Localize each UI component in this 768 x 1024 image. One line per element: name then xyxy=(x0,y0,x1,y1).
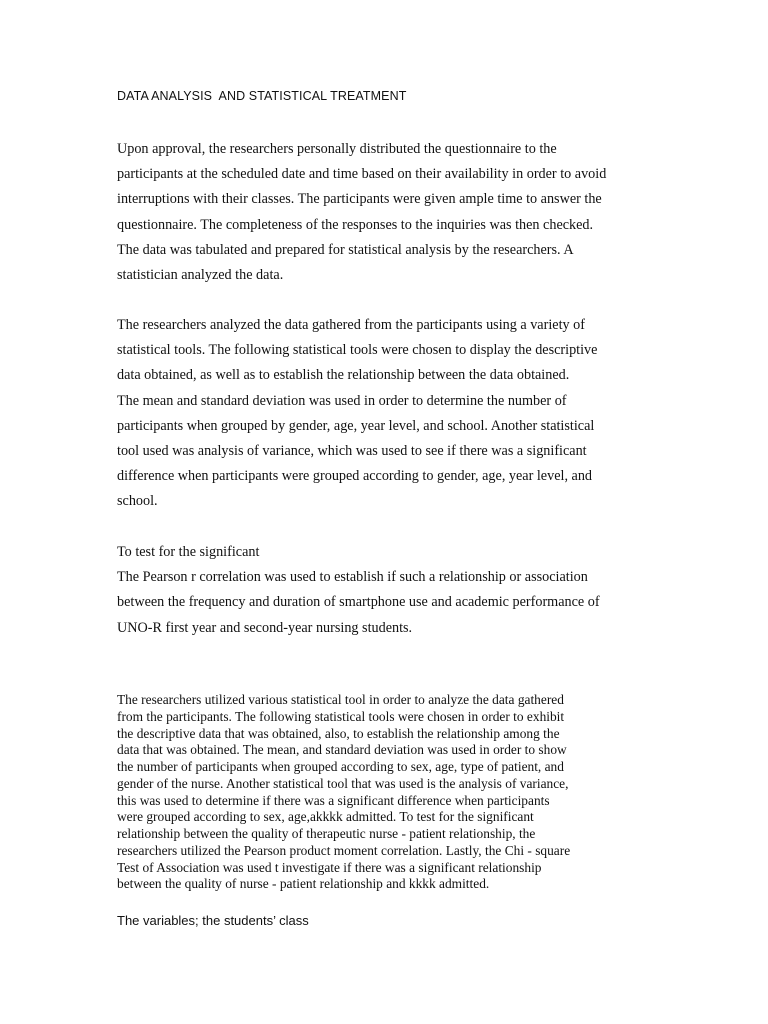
text-line: The mean and standard deviation was used in order to determine the number of xyxy=(117,392,567,409)
text-line: The researchers analyzed the data gathered from the participants using a variety of xyxy=(117,317,585,333)
text-line: this was used to determine if there was a significant difference when participants xyxy=(117,792,550,808)
text-line: tool used was analysis of variance, which was used to see if there was a significant xyxy=(117,443,587,460)
text-line: The researchers utilized various statistical tool in order to analyze the data gathered xyxy=(117,692,564,707)
text-line: difference when participants were grouped according to gender, age, year level, and xyxy=(117,468,593,485)
text-line: between the quality of nurse - patient relationship and kkkk admitted. xyxy=(117,876,490,892)
text-line: gender of the nurse. Another statistical tool that was used is the analysis of variance, xyxy=(117,775,569,791)
text-line: UNO-R first year and second-year nursing students. xyxy=(117,619,413,636)
text-line: statistician analyzed the data. xyxy=(117,267,284,284)
text-line: between the frequency and duration of smartphone use and academic performance of xyxy=(117,594,600,611)
text-line: data obtained, as well as to establish the relationship between the data obtained. xyxy=(117,367,570,384)
paragraph-data-collection xyxy=(117,137,657,288)
text-line: school. xyxy=(117,493,158,510)
text-line: questionnaire. The completeness of the responses to the inquiries was then checked. xyxy=(117,216,594,233)
text-line: the descriptive data that was obtained, also, to establish the relationship among the xyxy=(117,725,560,741)
paragraph-tools-summary xyxy=(117,692,657,893)
text-line: researchers utilized the Pearson product moment correlation. Lastly, the Chi - square xyxy=(117,842,571,858)
text-line: Test of Association was used t investigate if there was a significant relationship xyxy=(117,859,542,875)
text-line: were grouped according to sex, age,akkkk admitted. To test for the significant xyxy=(117,809,534,825)
text-line: participants at the scheduled date and time based on their availability in order to avoid xyxy=(117,166,607,183)
text-line: relationship between the quality of therapeutic nurse - patient relationship, the xyxy=(117,826,536,841)
text-line: To test for the significant xyxy=(117,544,260,560)
paragraph-statistical-tools xyxy=(117,313,657,515)
text-line: statistical tools. The following statistical tools were chosen to display the descriptive xyxy=(117,342,598,359)
text-line: The Pearson r correlation was used to establish if such a relationship or association xyxy=(117,569,588,586)
text-line: Upon approval, the researchers personally distributed the questionnaire to the xyxy=(117,141,557,157)
text-line: data that was obtained. The mean, and standard deviation was used in order to show xyxy=(117,742,567,758)
text-line: The data was tabulated and prepared for statistical analysis by the researchers. A xyxy=(117,241,574,258)
text-line: interruptions with their classes. The participants were given ample time to answer the xyxy=(117,191,602,208)
text-line: participants when grouped by gender, age, year level, and school. Another statistical xyxy=(117,417,595,434)
text-line: from the participants. The following statistical tools were chosen in order to exhibit xyxy=(117,708,565,724)
text-line: the number of participants when grouped according to sex, age, type of patient, and xyxy=(117,759,564,774)
variables-subheading: The variables; the students’ class xyxy=(117,913,309,928)
paragraph-pearson-test xyxy=(117,540,657,641)
section-heading: DATA ANALYSIS AND STATISTICAL TREATMENT xyxy=(117,89,407,103)
